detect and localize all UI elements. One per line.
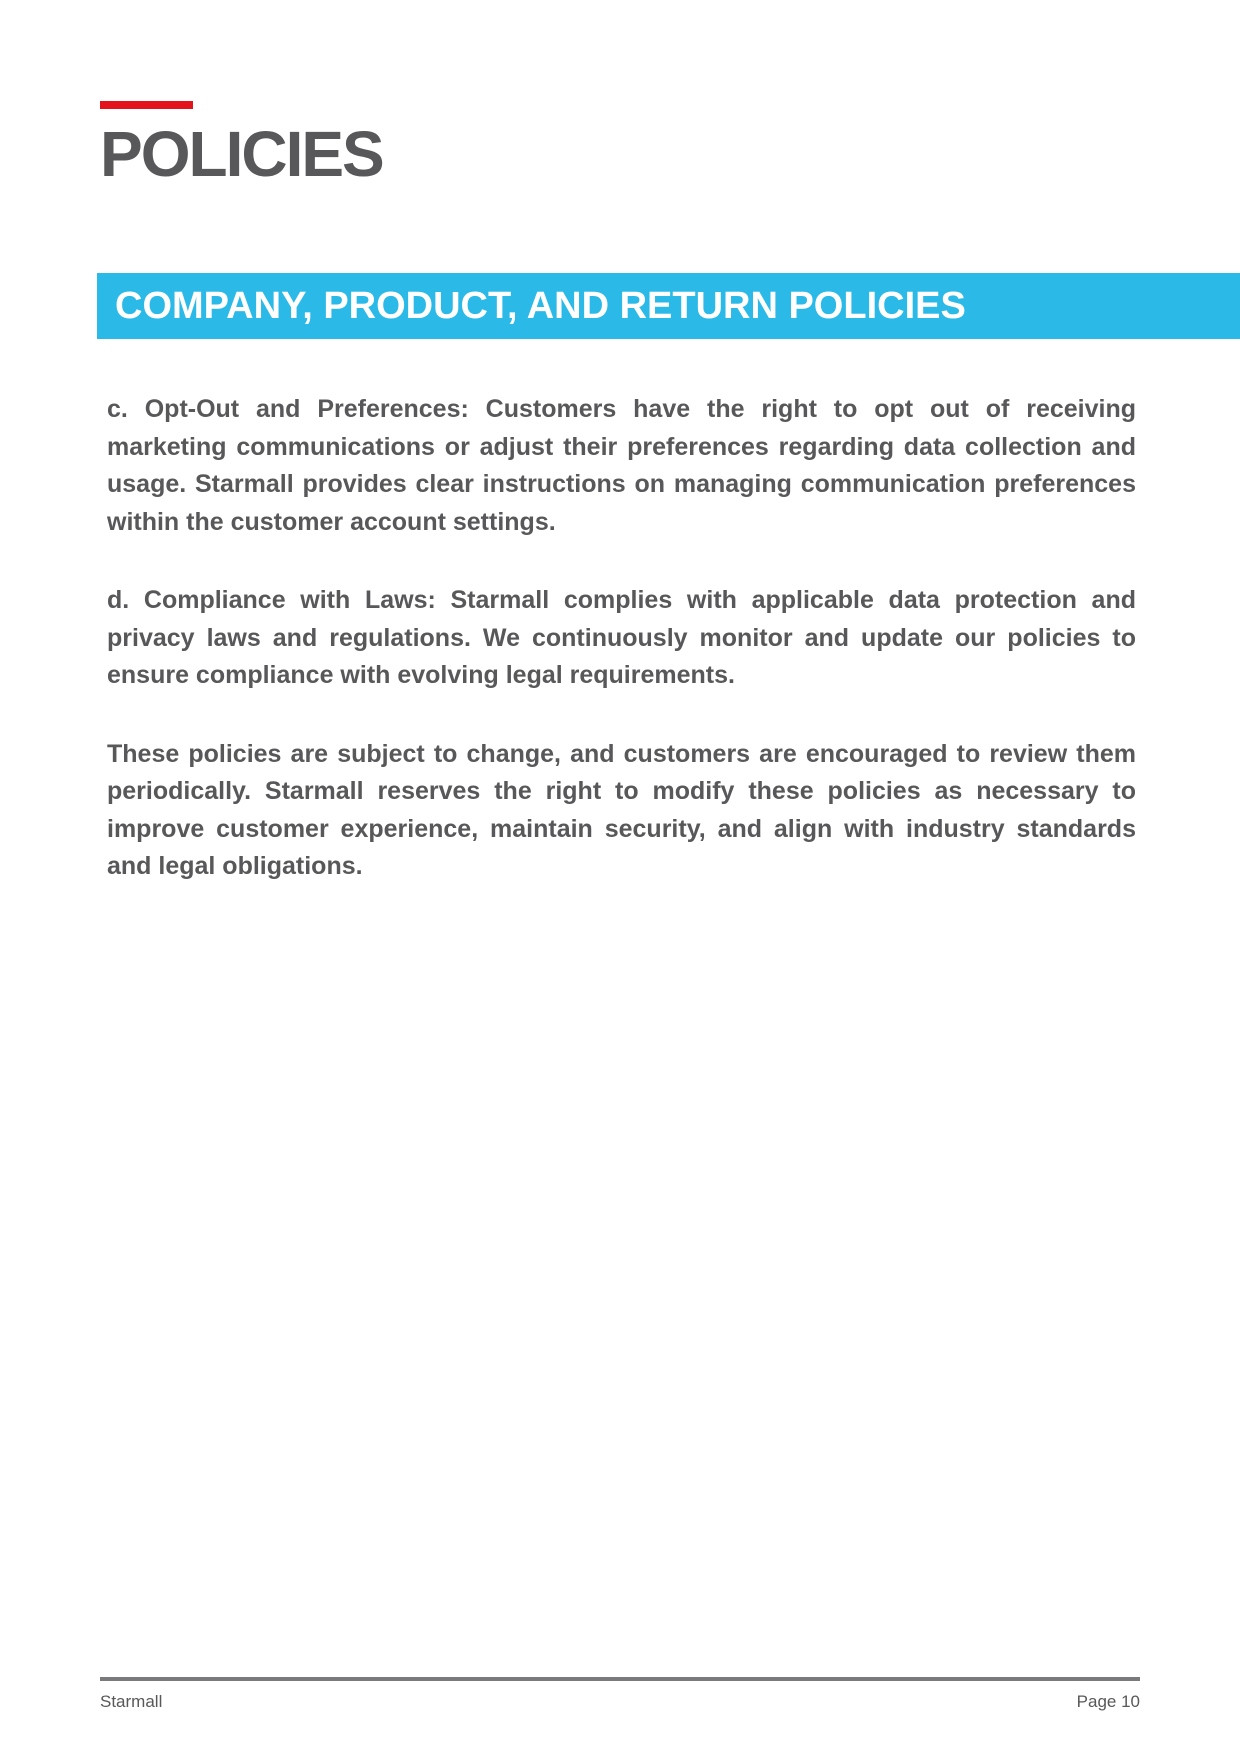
paragraph-policy-changes: These policies are subject to change, and customers are encouraged to review them periodically. Starmall reserves the right to modify these policies as necessary to improve customer experience, maintain security, and align with industry standards and legal obligations. (107, 739, 1136, 880)
paragraph-opt-out: c. Opt-Out and Preferences: Customers have the right to opt out of receiving marketing communications or adjust their preferences regarding data collection and usage. Starmall provides clear instructions on managing communication preferences within the customer account settings. (107, 395, 1136, 536)
title-accent-bar (100, 101, 193, 109)
section-banner (97, 273, 1240, 339)
body-content (107, 391, 1136, 927)
paragraph-compliance: d. Compliance with Laws: Starmall complies with applicable data protection and privacy laws and regulations. We continuously monitor and update our policies to ensure compliance with evolving legal requirements. (107, 586, 1136, 689)
footer-page-number: Page 10 (1076, 1692, 1140, 1711)
footer-company-name: Starmall (100, 1692, 163, 1711)
footer-divider (100, 1677, 1140, 1681)
section-title: COMPANY, PRODUCT, AND RETURN POLICIES (115, 285, 966, 327)
page-title: POLICIES (100, 118, 383, 190)
